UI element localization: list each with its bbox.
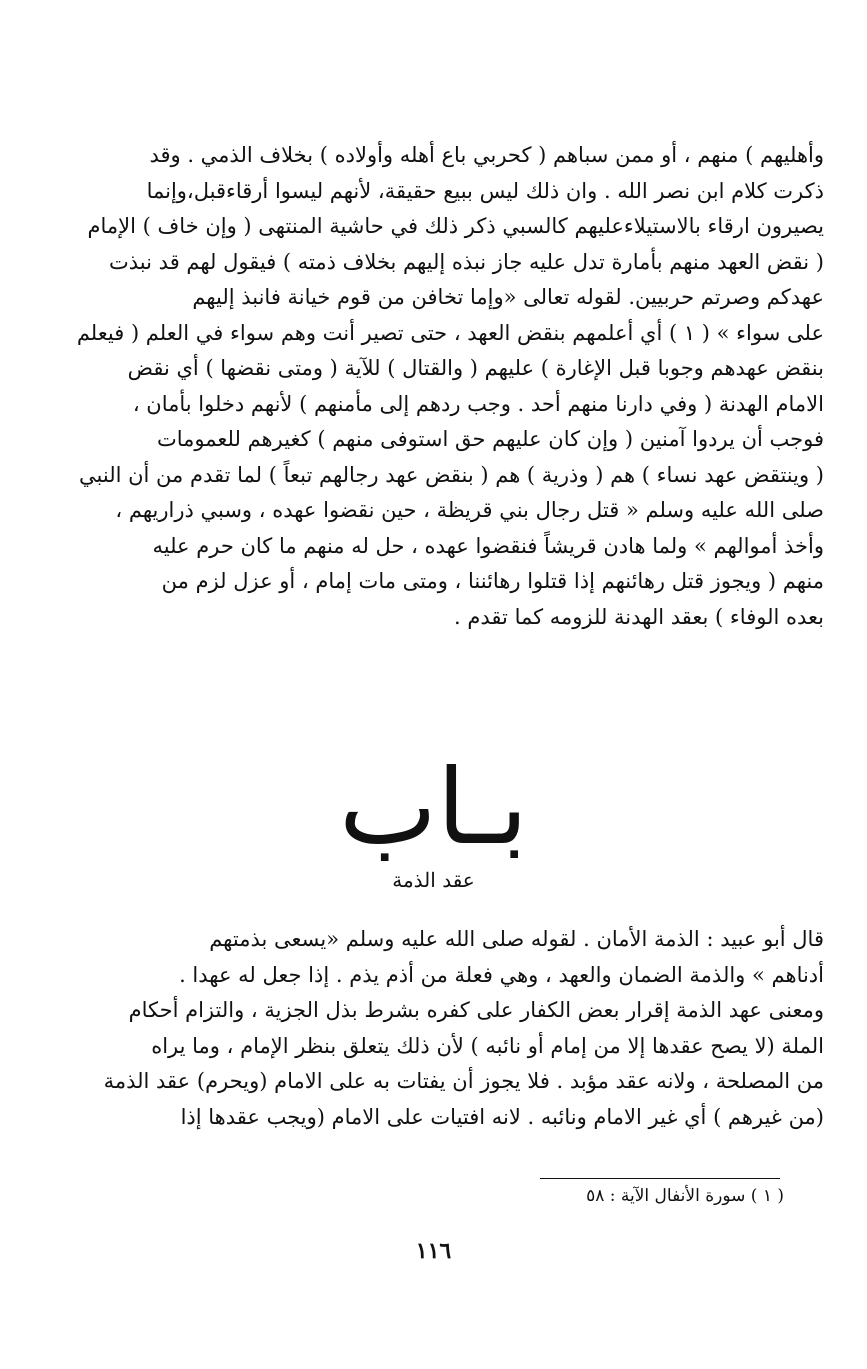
text-line: بنقض عهدهم وجوبا قبل الإغارة ) عليهم ( والقتال ) للآية ( ومتى نقضها ) أي نقض bbox=[127, 356, 824, 380]
chapter-heading: بـاب bbox=[338, 746, 528, 868]
page-number: ١١٦ bbox=[415, 1238, 452, 1264]
text-line: بعده الوفاء ) بعقد الهدنة للزومه كما تقدم . bbox=[454, 604, 824, 629]
footnote-divider bbox=[540, 1178, 780, 1179]
text-line: الملة (لا يصح عقدها إلا من إمام أو نائبه ) لأن ذلك يتعلق بنظر الإمام ، وما يراه bbox=[151, 1033, 824, 1058]
text-line: قال أبو عبيد : الذمة الأمان . لقوله صلى الله عليه وسلم «يسعى بذمتهم bbox=[209, 927, 824, 951]
text-line: صلى الله عليه وسلم « قتل رجال بني قريظة ، حين نقضوا عهده ، وسبي ذراريهم ، bbox=[115, 498, 824, 522]
text-line: يصيرون ارقاء بالاستيلاءعليهم كالسبي ذكر ذلك في حاشية المنتهى ( وإن خاف ) الإمام bbox=[87, 214, 824, 238]
main-text-bottom bbox=[44, 922, 824, 1135]
text-line: (من غيرهم ) أي غير الامام ونائبه . لانه افتيات على الامام (ويجب عقدها إذا bbox=[180, 1104, 824, 1129]
text-line: على سواء » ( ١ ) أي أعلمهم بنقض العهد ، حتى تصير أنت وهم سواء في العلم ( فيعلم bbox=[76, 320, 824, 345]
text-line: أدناهم » والذمة الضمان والعهد ، وهي فعلة من أذم يذم . إذا جعل له عهدا . bbox=[179, 962, 824, 987]
text-line: فوجب أن يردوا آمنين ( وإن كان عليهم حق استوفى منهم ) كغيرهم للعمومات bbox=[157, 427, 824, 451]
text-line: ومعنى عهد الذمة إقرار بعض الكفار على كفره بشرط بذل الجزية ، والتزام أحكام bbox=[128, 998, 824, 1022]
text-line: ( وينتقض عهد نساء ) هم ( وذرية ) هم ( بنقض عهد رجالهم تبعاً ) لما تقدم من أن النبي bbox=[79, 462, 824, 487]
main-text-top bbox=[44, 138, 824, 635]
text-line: وأخذ أموالهم » ولما هادن قريشاً فنقضوا عهده ، حل له منهم ما كان حرم عليه bbox=[152, 533, 824, 558]
text-line: ذكرت كلام ابن نصر الله . وان ذلك ليس ببيع حقيقة، لأنهم ليسوا أرقاءقبل،وإنما bbox=[146, 178, 824, 203]
footnote: ( ١ ) سورة الأنفال الآية : ٥٨ bbox=[586, 1186, 784, 1206]
text-line: وأهليهم ) منهم ، أو ممن سباهم ( كحربي باع أهله وأولاده ) بخلاف الذمي . وقد bbox=[149, 143, 824, 167]
section-title: عقد الذمة bbox=[392, 868, 475, 892]
text-line: منهم ( ويجوز قتل رهائنهم إذا قتلوا رهائننا ، ومتى مات إمام ، أو عزل لزم من bbox=[161, 569, 824, 593]
text-line: ( نقض العهد منهم بأمارة تدل عليه جاز نبذه إليهم بخلاف ذمته ) فيقول لهم قد نبذت bbox=[109, 249, 824, 274]
text-line: عهدكم وصرتم حربيين. لقوله تعالى «وإما تخافن من قوم خيانة فانبذ إليهم bbox=[192, 285, 824, 309]
text-line: الامام الهدنة ( وفي دارنا منهم أحد . وجب ردهم إلى مأمنهم ) لأنهم دخلوا بأمان ، bbox=[132, 391, 824, 416]
text-line: من المصلحة ، ولانه عقد مؤبد . فلا يجوز أن يفتات به على الامام (ويحرم) عقد الذمة bbox=[103, 1069, 824, 1093]
